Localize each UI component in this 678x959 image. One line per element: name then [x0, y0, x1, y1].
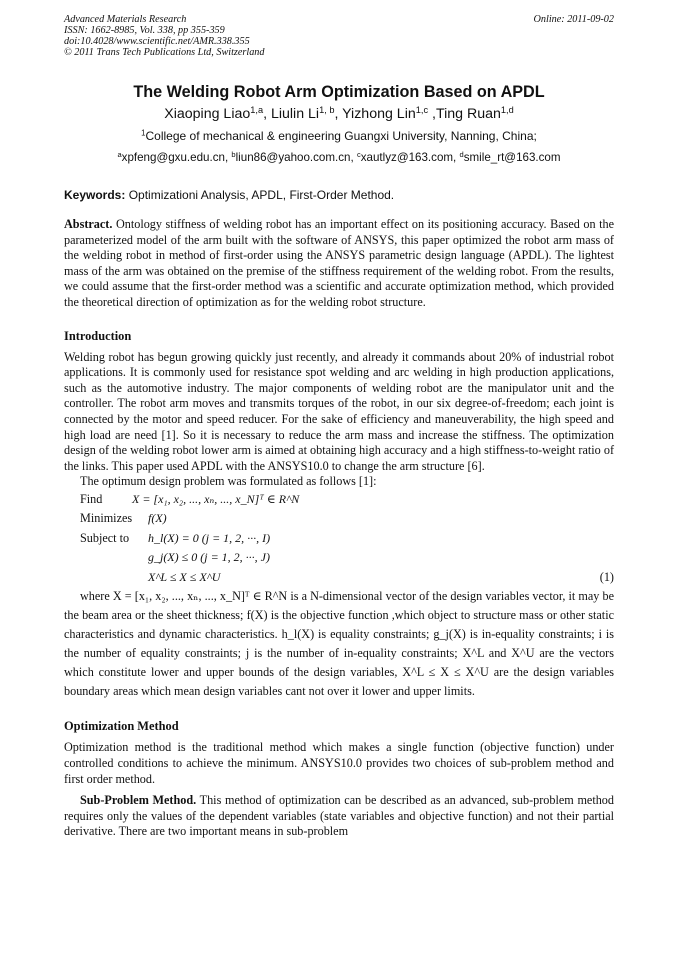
- email[interactable]: $^c$xautlyz@163.com,: [356, 149, 457, 164]
- constraint-inequality: g_j(X) ≤ 0 (j = 1, 2, ···, J): [148, 550, 270, 565]
- keywords: Keywords: Optimizationi Analysis, APDL, First-Order Method.: [64, 188, 395, 202]
- journal-name: Advanced Materials Research: [64, 14, 187, 25]
- abstract: Abstract. Ontology stiffness of welding robot has an important effect on its positioning accuracy. Based on the parameterized model of the arm built with the software of ANSYS, this paper optimized the robot arm mass of the welding robot in method of first-order using the ANSYS parametric design language (APDL). The lightest mass of the arm was obtained on the premise of the stiffness requirement of the welding robot. From the results, we could assume that the first-order method was a scientific and accurate optimization method, which provided the theoretical direction of optimization as for the welding robot structure.: [64, 217, 614, 309]
- journal-header: [64, 14, 614, 62]
- intro-paragraph: Welding robot has begun growing quickly just recently, and already it commands about 20% of industrial robot applications. It is commonly used for resistance spot welding and arc welding in high production applications, such as the automotive industry. The major components of welding robot are the manipulator unit and the controller. The robot arm moves and transmits torques of the robot, in our six degree-of-freedom; each joint is connected by the motor and speed reducer. For the sake of efficiency and maneuverability, the high speed and high load are need [1]. So it is necessary to reduce the arm mass and increase the stiffness. The optimization design of the welding robot lower arm is aimed at obtaining high accuracy and a high stiffness-to-weight ratio of the links. This paper used APDL with the ANSYS10.0 to change the arm structure [6].: [64, 349, 614, 473]
- email[interactable]: $^d$smile_rt@163.com: [459, 149, 561, 164]
- paper-page: [64, 14, 614, 840]
- doi-line: doi:10.4028/www.scientific.net/AMR.338.355: [64, 36, 250, 47]
- paper-title: The Welding Robot Arm Optimization Based on APDL: [133, 83, 545, 101]
- objective-expression: f(X): [148, 511, 167, 526]
- issn-line: ISSN: 1662-8985, Vol. 338, pp 355-359: [64, 25, 225, 36]
- optimization-formulation: [64, 490, 614, 588]
- section-heading-optimization: Optimization Method: [64, 719, 179, 734]
- subject-label: Subject to: [80, 530, 130, 545]
- sub-problem-paragraph: Sub-Problem Method. This method of optimization can be described as an advanced, sub-problem method requires only the values of the dependent variables (state variables and objective function) and not their partial derivative. There are two important means in sub-problem: [64, 793, 614, 839]
- author: Yizhong Lin$^{1,c}$ ,: [342, 104, 436, 122]
- where-paragraph: where X = [x₁, x₂, ..., xₙ, ..., x_N]ᵀ ∈ R^N is a N-dimensional vector of the design variables vector, it may be the beam area or the sheet thickness; f(X) is the objective function ,which object to structure mass or other static characteristics and dynamic characteristics. h_l(X) is equality constraints; g_j(X) is in-equality constraints; i is the number of equality constraints; j is the number of in-equality constraints; X^L and X^U are the vectors which constitute lower and upper bounds of the design variables, X^L ≤ X ≤ X^U are the design variables boundary areas which mean design variables cant not over it lower and upper limits.: [64, 589, 614, 699]
- author: Ting Ruan$^{1,d}$: [435, 104, 514, 122]
- find-label: Find: [80, 491, 103, 506]
- optimization-paragraph: Optimization method is the traditional method which makes a single function (objective function) under controlled conditions to achieve the minimum. ANSYS10.0 provides two choices of sub-problem method and first order method.: [64, 740, 614, 786]
- author-list: [64, 104, 614, 124]
- constraint-bounds: X^L ≤ X ≤ X^U: [148, 569, 221, 584]
- intro-paragraph-2: The optimum design problem was formulated as follows [1]:: [80, 474, 377, 489]
- equation-number: (1): [599, 569, 614, 584]
- email[interactable]: $^a$xpfeng@gxu.edu.cn,: [117, 149, 229, 164]
- email[interactable]: $^b$liun86@yahoo.com.cn,: [231, 149, 354, 164]
- minimizes-label: Minimizes: [80, 511, 133, 526]
- find-expression: X = [x₁, x₂, ..., xₙ, ..., x_N]ᵀ ∈ R^N: [132, 491, 300, 506]
- affiliation: $^1$College of mechanical & engineering Guangxi University, Nanning, China;: [141, 128, 537, 143]
- author: Xiaoping Liao$^{1,a}$,: [164, 104, 271, 122]
- section-heading-introduction: Introduction: [64, 328, 132, 343]
- author: Liulin Li$^{1, b}$,: [270, 104, 343, 122]
- author-emails: [64, 149, 614, 167]
- constraint-equality: h_l(X) = 0 (j = 1, 2, ···, I): [148, 530, 271, 545]
- copyright-line: © 2011 Trans Tech Publications Ltd, Switzerland: [64, 47, 265, 58]
- online-date: Online: 2011-09-02: [533, 14, 614, 25]
